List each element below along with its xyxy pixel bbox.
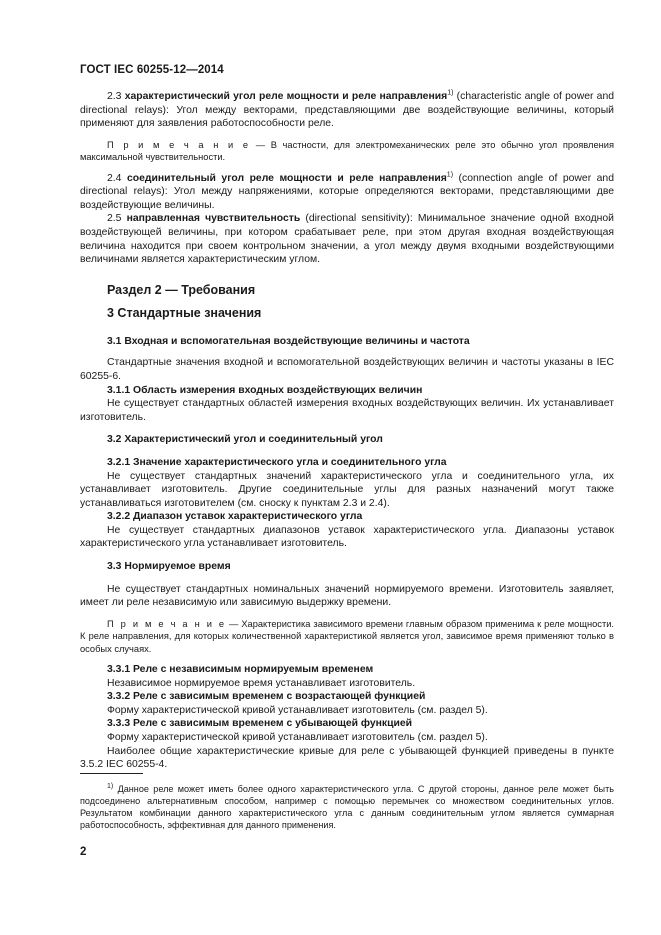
- subsection-3-3-2-title: 3.3.2 Реле с зависимым временем с возрастающей функцией: [107, 691, 426, 703]
- footnote-mark: 1): [107, 782, 114, 790]
- subsection-3-1-1-text: Не существует стандартных областей измерения входных воздействующих величин. Их устанавливает изготовитель.: [80, 398, 614, 423]
- subsection-3-3-2-text: Форму характеристической кривой устанавливает изготовитель (см. раздел 5).: [107, 704, 488, 716]
- note-label: П р и м е ч а н и е: [107, 618, 227, 629]
- note-label: П р и м е ч а н и е: [107, 139, 251, 150]
- definition-number: 2.4: [107, 172, 122, 184]
- note-1: [80, 139, 614, 164]
- subsection-3-2-title: 3.2 Характеристический угол и соединительный угол: [107, 434, 383, 446]
- subsection-3-3-text: Не существует стандартных номинальных значений нормируемого времени. Изготовитель заявляет, имеет ли реле независимую или зависимую выдержку времени.: [80, 583, 614, 609]
- note-2: [80, 618, 614, 655]
- definition-number: 2.3: [107, 91, 122, 102]
- definition-term: направленная чувствительность: [126, 213, 301, 225]
- subsection-3-1-text: Стандартные значения входной и вспомогательной воздействующих величин и частоты указаны в IEC 60255-6.: [80, 357, 614, 382]
- footnote-divider: [80, 773, 143, 774]
- subsection-3-2-1-title: 3.2.1 Значение характеристического угла и соединительного угла: [107, 456, 447, 468]
- note-text: — В частности, для электромеханических реле это обычно угол проявления максимальной чувствительности.: [80, 139, 614, 163]
- footnote: [80, 783, 614, 831]
- subsection-3-3-3-text-2: Наиболее общие характеристические кривые для реле с убывающей функцией приведены в пункте 3.5.2 IEC 60255-4.: [80, 745, 614, 771]
- document-page: [80, 64, 614, 772]
- definition-2-5: [80, 212, 614, 266]
- footnote-text: Данное реле может иметь более одного характеристического угла. С другой стороны, данное реле может быть подсоединено альтернативным способом, например с помощью перемычек со множеством соединительных углов. Результатом комбинации данного характеристического угла с данным соединительным углом является суммарная работоспособность, эффективная для данного применения.: [80, 784, 614, 831]
- subsection-3-1-1-title: 3.1.1 Область измерения входных воздействующих величин: [107, 384, 423, 396]
- definition-body: (characteristic angle of power and directional relays): Угол между векторами, представляющими две воздействующие величины, который применяют для заявления работоспособности реле.: [80, 91, 615, 130]
- note-text: — Характеристика зависимого времени главным образом применима к реле мощности. К реле направления, для которых количественной характеристикой является угол, зависимое время применяют только в особых случаях.: [80, 618, 614, 654]
- definition-2-3: [80, 90, 614, 131]
- subsection-3-3-1-title: 3.3.1 Реле с независимым нормируемым временем: [107, 664, 374, 676]
- section-2-heading: Раздел 2 — Требования: [107, 282, 256, 297]
- definition-2-4: [80, 172, 614, 213]
- page-number: 2: [80, 846, 87, 858]
- subsection-3-2-2-text: Не существует стандартных диапазонов уставок характеристического угла. Диапазоны уставок характеристического угла устанавливает изготовитель.: [80, 524, 614, 550]
- subsection-3-3-title: 3.3 Нормируемое время: [107, 561, 231, 573]
- definition-term: соединительный угол реле мощности и реле направления: [126, 172, 447, 184]
- subsection-3-3-3-text: Форму характеристической кривой устанавливает изготовитель (см. раздел 5).: [107, 732, 488, 744]
- subsection-3-3-1-text: Независимое нормируемое время устанавливает изготовитель.: [107, 677, 416, 689]
- footnote-ref: 1): [447, 89, 454, 97]
- subsection-3-3-3-title: 3.3.3 Реле с зависимым временем с убывающей функцией: [107, 718, 413, 730]
- subsection-3-2-1-text: Не существует стандартных значений характеристического угла и соединительного угла, их устанавливает изготовитель. Другие соединительные углы для разных назначений могут также устанавливаться изготовителем (см. сноску к пунктам 2.3 и 2.4).: [80, 470, 614, 509]
- definition-term: характеристический угол реле мощности и реле направления: [124, 91, 448, 102]
- footnote-ref: 1): [446, 171, 454, 179]
- definition-body: (connection angle of power and directional relays): Угол между напряжениями, которые определяются векторами, представляющими две воздействующие величины.: [80, 172, 614, 211]
- subsection-3-2-2-title: 3.2.2 Диапазон уставок характеристического угла: [107, 511, 363, 523]
- definition-body: (directional sensitivity): Минимальное значение одной входной воздействующей величины, при котором срабатывает реле, при этом другая входная воздействующая величина находится при своем контрольном значении, а угол между двумя входными воздействующими величинами является характеристическим углом.: [80, 213, 614, 266]
- document-header: ГОСТ IEC 60255-12—2014: [80, 64, 224, 76]
- definition-number: 2.5: [107, 213, 122, 225]
- subsection-3-1-title: 3.1 Входная и вспомогательная воздействующие величины и частота: [107, 335, 470, 347]
- section-3-heading: 3 Стандартные значения: [107, 305, 262, 320]
